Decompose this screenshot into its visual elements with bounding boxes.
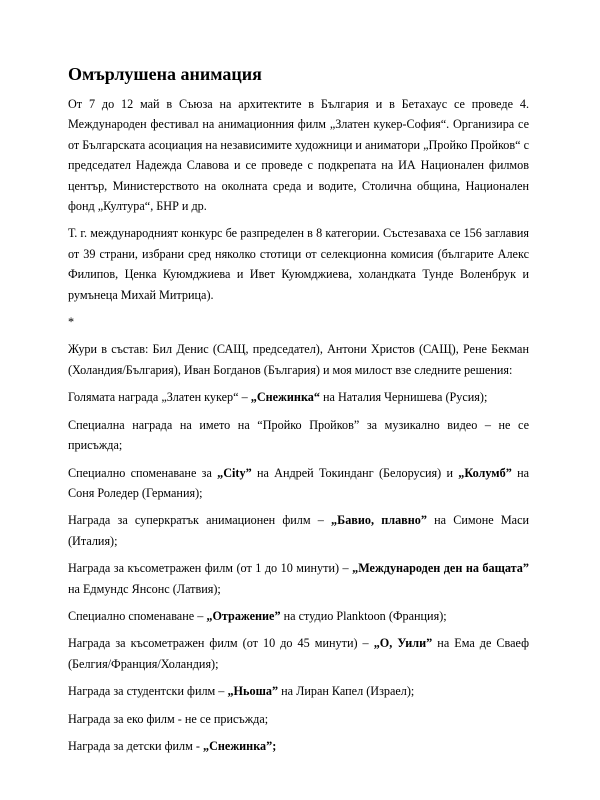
- award-text: на Ема де Сваеф (Белгия/Франция/Холандия);: [68, 636, 529, 671]
- award-text: Специално споменаване за: [68, 465, 218, 480]
- award-children: [68, 736, 529, 756]
- award-text: Награда за късометражен филм (от 10 до 45 минути) –: [68, 636, 374, 651]
- award-text: Специална награда на името на “Пройко Пройков” за музикално видео – не се присъжда;: [68, 417, 529, 453]
- award-music-video: [68, 415, 529, 456]
- award-text: на Соня Роледер (Германия);: [68, 465, 529, 500]
- award-text: на Лиран Капел (Израел);: [278, 684, 415, 699]
- award-film-title: „City”: [217, 465, 252, 480]
- award-text: на Наталия Чернишева (Русия);: [319, 390, 488, 405]
- award-text: на Едмундс Янсонс (Латвия);: [68, 581, 221, 596]
- award-text: Награда за еко филм - не се присъжда;: [68, 711, 269, 726]
- award-text: Награда за късометражен филм (от 1 до 10 минути) –: [68, 561, 353, 576]
- jury-paragraph: Жури в състав: Бил Денис (САЩ, председател), Антони Христов (САЩ), Рене Бекман (Холандия/България), Иван Богданов (България) и моя милост взе следните решения:: [68, 342, 529, 377]
- award-film-title: „Ньоша”: [227, 684, 279, 699]
- intro-paragraph: От 7 до 12 май в Съюза на архитектите в България и в Бетахаус се проведе 4. Международен фестивал на анимационния филм „Златен кукер-София“. Организира се от Българската асоциация на независимите художници и аниматори „Пройко Пройков“ с председател Надежда Славова и се проведе с подкрепата на ИА Национален филмов център, Министерството на околната среда и водите, Столична община, Национален фонд „Култура“, БНР и др.: [68, 97, 529, 214]
- award-text: Награда за суперкратък анимационен филм –: [68, 513, 332, 528]
- award-film-title: „Международен ден на бащата”: [352, 561, 529, 576]
- award-eco: [68, 709, 529, 729]
- award-film-title: „Бавио, плавно”: [331, 513, 427, 528]
- section-separator: *: [68, 315, 75, 330]
- award-film-title: „Снежинка“: [250, 390, 320, 405]
- award-text: на Симоне Маси (Италия);: [68, 513, 530, 548]
- award-short-10-45: [68, 633, 529, 674]
- contest-paragraph: Т. г. международният конкурс бе разпределен в 8 категории. Състезаваха се 156 заглавия от 39 страни, избрани сред няколко стотици от селекционна комисия (българите Алекс Филипов, Ценка Куюмджиева и Ивет Куюмджиева, холандката Тунде Воленбрук и румънеца Михай Митрица).: [68, 226, 529, 302]
- award-text: Голямата награда „Златен кукер“ –: [68, 390, 251, 405]
- article-title: Омърлушена анимация: [68, 64, 262, 84]
- award-film-title: „О, Уили”: [373, 636, 433, 651]
- award-text: Специално споменаване –: [68, 608, 207, 623]
- award-film-title: „Отражение”: [206, 608, 281, 623]
- award-super-short: [68, 510, 529, 551]
- award-film-title: „Снежинка”;: [203, 738, 277, 753]
- award-grand-prize: [68, 387, 529, 407]
- award-student: [68, 681, 529, 701]
- award-text: на студио Planktoon (Франция);: [280, 608, 447, 623]
- award-film-title: „Колумб”: [458, 465, 512, 480]
- awards-list: [68, 387, 529, 756]
- award-special-mention-1: [68, 463, 529, 504]
- document-page: [68, 62, 529, 763]
- award-text: Награда за детски филм -: [68, 738, 203, 753]
- award-text: на Андрей Токинданг (Белорусия) и: [251, 465, 459, 480]
- award-text: Награда за студентски филм –: [68, 684, 228, 699]
- award-short-1-10: [68, 558, 529, 599]
- award-special-mention-2: [68, 606, 529, 626]
